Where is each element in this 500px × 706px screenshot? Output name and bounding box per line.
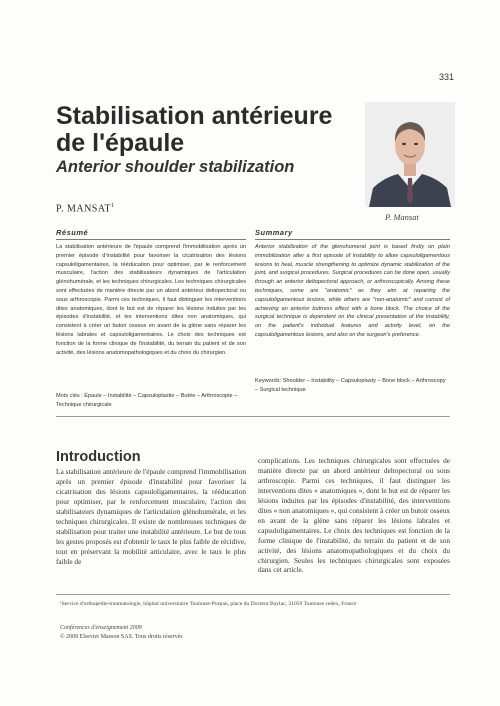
keywords <box>255 377 450 395</box>
mots-cles <box>56 392 246 410</box>
abstract-divider-rule <box>56 416 450 417</box>
introduction-column-1: La stabilisation antérieure de l'épaule comprend l'immobilisation après un premier épisode d'instabilité pour favoriser la cicatrisation des lésions capsuloligamentaires, la rééducation pour optimiser, par le renforcement musculaire, l'action des stabilisateurs dynamiques de l'articulation glénohumérale, et les techniques chirurgicales. Il existe de nombreuses techniques de stabilisation pour traiter une instabilité antérieure. Le but de tous les gestes proposés est d'obtenir le taux le plus faible de récidive, tout en préservant la mobilité articulaire, avec le taux le plus faible de <box>56 467 246 566</box>
page-number: 331 <box>438 72 454 82</box>
introduction-heading: Introduction <box>56 449 141 465</box>
affiliation-footnote: ¹Service d'orthopédie-traumatologie, hôpital universitaire Toulouse-Purpan, place du Docteur Baylac, 31059 Toulouse cedex, France <box>60 601 357 607</box>
resume-text: La stabilisation antérieure de l'épaule comprend l'immobilisation après un premier épisode d'instabilité pour favoriser la cicatrisation des lésions capsuloligamentaires, la rééducation pour optimiser, par le renforcement musculaire, l'action des stabilisateurs dynamiques de l'articulation glénohumérale, et les techniques chirurgicales. Les techniques chirurgicales sont effectuées de manière directe par un abord antérieur deltopectoral ou sous arthroscopie. Parmi ces techniques, il faut distinguer les interventions dites anatomiques, dont le but est de réparer les lésions induites par les épisodes d'instabilité, et les interventions dites non anatomiques, qui consistent à créer un butoir osseux en avant de la glène sans réparer les lésions labrales et capsuloligamentaires. Le choix des techniques est fonction de la forme clinique de l'instabilité, du terrain du patient et de son activité, des lésions anatomopathologiques et du choix du chirurgien. <box>56 244 246 356</box>
footnote-divider-rule <box>56 594 450 595</box>
author-portrait-illustration <box>365 102 455 207</box>
introduction-column-2: complications. Les techniques chirurgicales sont effectuées de manière directe par un abord antérieur deltopectoral ou sous arthroscopie. Parmi ces techniques, il faut distinguer les interventions dites « anatomiques », dont le but est de réparer les lésions induites par les épisodes d'instabilité, des interventions dites « non anatomiques », qui consistent à créer un butoir osseux en avant de la glène sans réparer les lésions labrales et capsuloligamentaires. Le choix des techniques est fonction de la forme clinique de l'instabilité, du terrain du patient et de son activité, des lésions anatomopathologiques et du choix du chirurgien. Seules les techniques chirurgicales sont exposées dans cet article. <box>258 456 450 575</box>
resume-heading: Résumé <box>56 228 246 240</box>
author-affiliation-mark: 1 <box>111 203 115 209</box>
photo-caption: P. Mansat <box>385 212 419 222</box>
summary-heading: Summary <box>255 228 450 240</box>
article-title: Stabilisation antérieure de l'épaule <box>56 102 333 157</box>
journal-name: Conférences d'enseignement 2009 <box>60 625 142 631</box>
author-photo <box>365 102 455 207</box>
mots-cles-list: Épaule – Instabilité – Capsuloplastie – Butée – Arthroscopie – Technique chirurgicale <box>56 393 238 408</box>
article-subtitle-english: Anterior shoulder stabilization <box>56 158 295 176</box>
copyright-notice: © 2009 Elsevier Masson SAS. Tous droits réservés <box>60 634 183 640</box>
author-name: P. MANSAT <box>56 203 112 215</box>
keywords-list: Shoulder – Instability – Capsuloplasty – Bone block – Arthroscopy – Surgical technique <box>255 378 446 393</box>
author-line <box>56 203 115 214</box>
mots-cles-label: Mots clés : <box>56 393 83 399</box>
summary-text: Anterior stabilization of the glenohumeral joint is based firstly on plain immobilization after a first episode of instability to allow capsuloligamentous lesions to heal, muscle strengthening to optimize dynamic stabilization of the joint, and surgical procedures. Surgical procedures can be done open, usually through an anterior deltopectoral approach, or arthroscopically. Among these techniques, some are "anatomic" as they aim at repairing the capsuloligamentous lesions, while others are "non-anatomic" and consist of achieving an anterior buttress effect with a bone block. The choice of the surgical technique is dependent on the clinical presentation of the instability, on the patient's individual features and activity level, on the capsuloligamentous lesions, and also on the surgeon's preference. <box>255 244 450 338</box>
keywords-label: Keywords: <box>255 378 282 384</box>
